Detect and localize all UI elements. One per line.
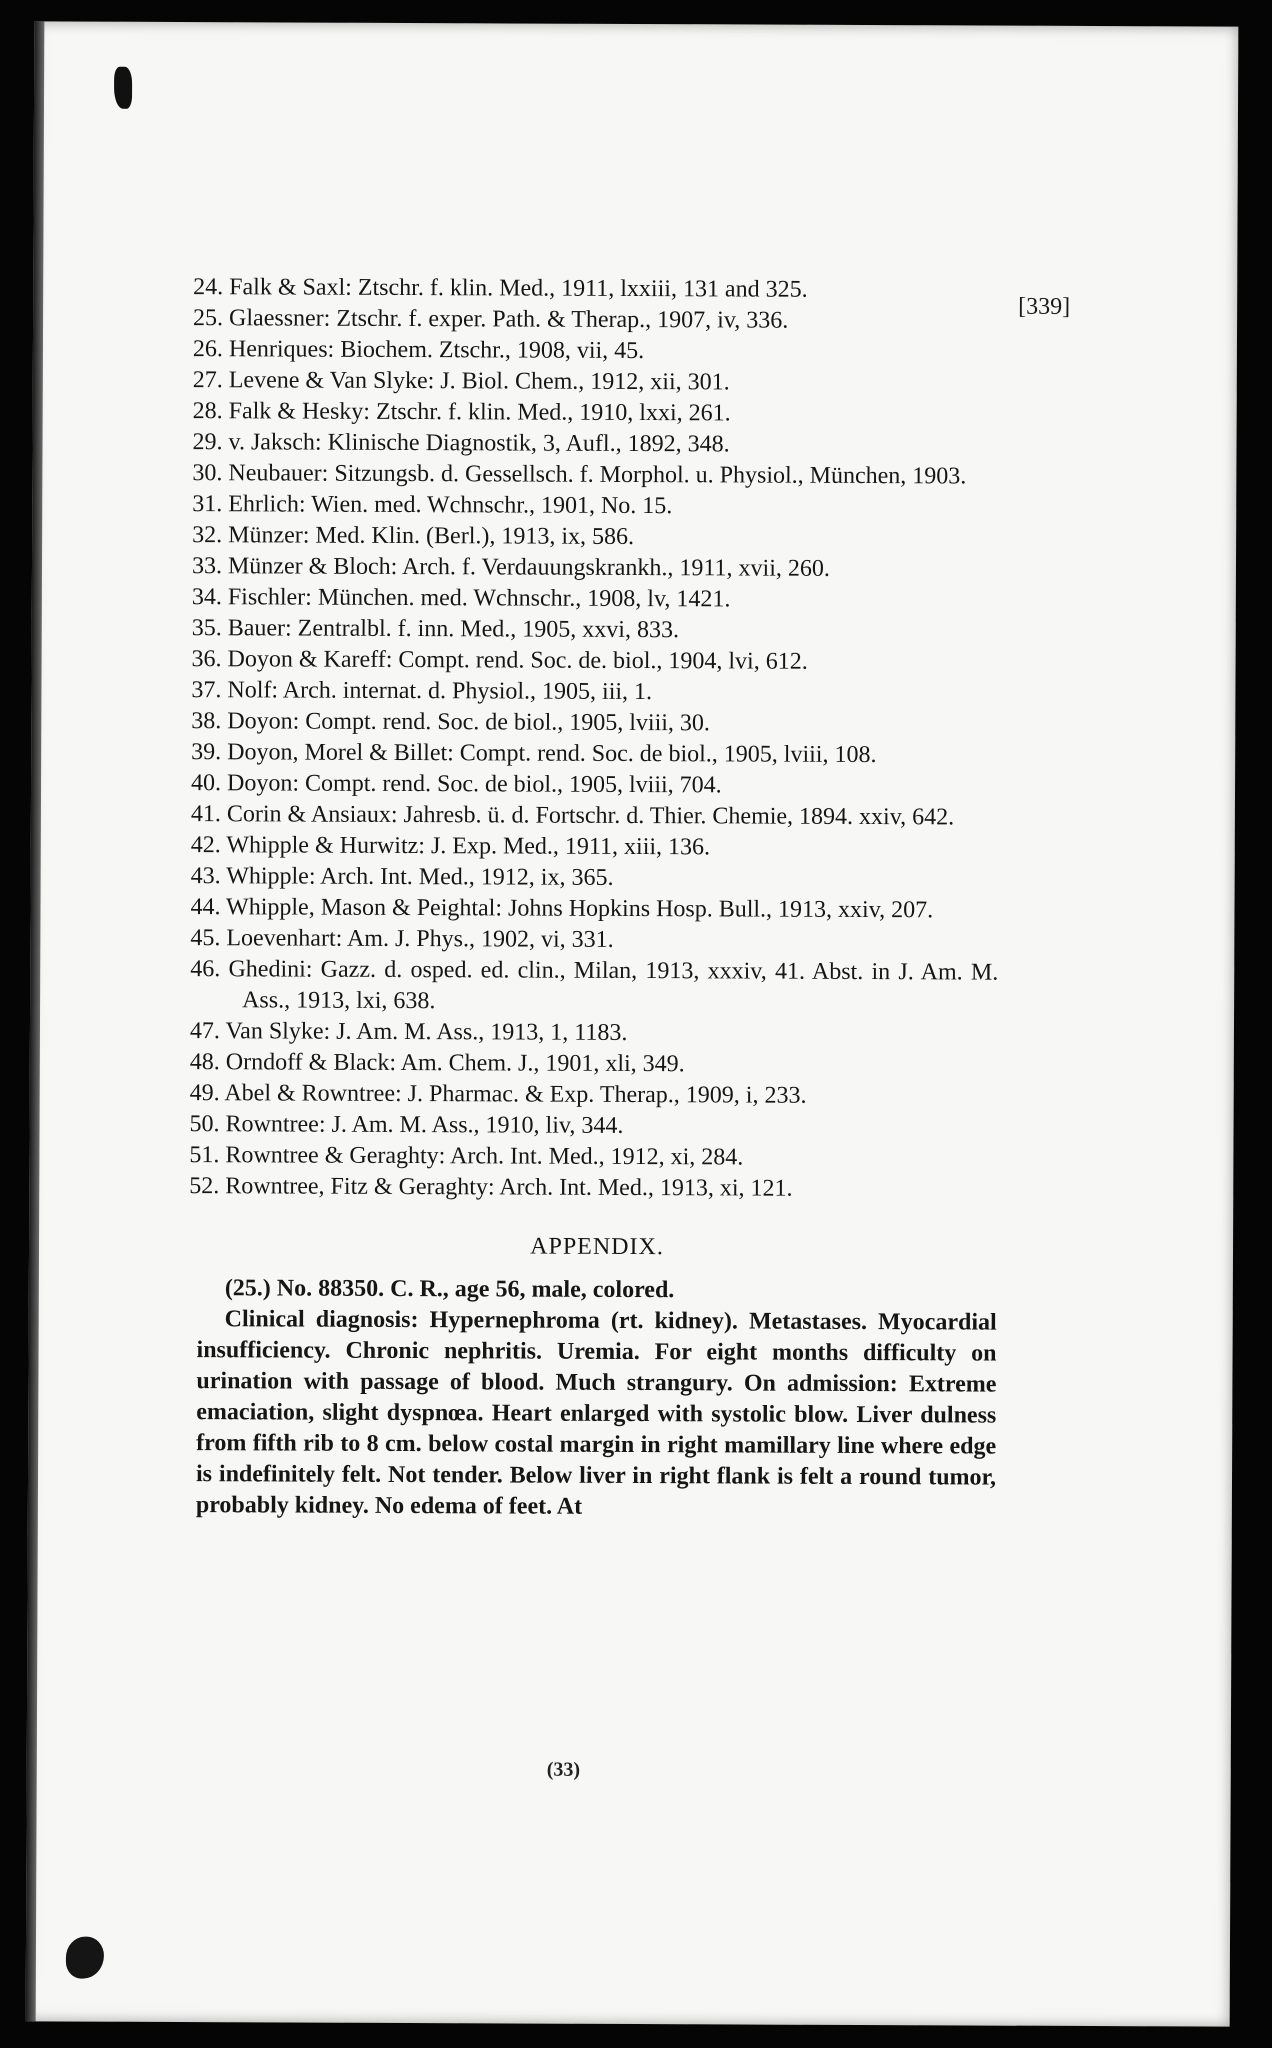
reference-number: 49.	[189, 1080, 220, 1107]
reference-text: v. Jaksch: Klinische Diagnostik, 3, Aufl., 1892, 348.	[228, 429, 730, 458]
reference-item	[192, 520, 1000, 554]
reference-item	[191, 644, 1000, 678]
text-block	[189, 272, 1001, 1524]
margin-page-note: [339]	[1018, 293, 1071, 320]
reference-number: 50.	[189, 1111, 220, 1138]
reference-text: Münzer & Bloch: Arch. f. Verdauungskrankh., 1911, xvii, 260.	[227, 553, 830, 582]
reference-number: 44.	[190, 894, 221, 921]
reference-item	[192, 427, 1000, 461]
reference-number: 25.	[193, 305, 224, 332]
reference-list	[189, 272, 1001, 1205]
reference-text: Orndoff & Black: Am. Chem. J., 1901, xli, 349.	[225, 1049, 685, 1078]
reference-item	[189, 1078, 998, 1112]
reference-text: Glaessner: Ztschr. f. exper. Path. & Therap., 1907, iv, 336.	[229, 305, 789, 334]
reference-item	[190, 954, 999, 1019]
reference-item	[191, 613, 1000, 647]
reference-item	[192, 489, 1000, 523]
reference-text: Van Slyke: J. Am. M. Ass., 1913, 1, 1183.	[225, 1018, 628, 1046]
page-number: (33)	[546, 1758, 581, 1781]
reference-number: 36.	[191, 646, 222, 673]
reference-item	[193, 272, 1001, 306]
reference-text: Nolf: Arch. internat. d. Physiol., 1905, iii, 1.	[227, 677, 653, 706]
appendix-title: APPENDIX.	[530, 1233, 664, 1261]
reference-item	[191, 551, 1000, 585]
reference-number: 43.	[190, 863, 221, 890]
reference-text: Henriques: Biochem. Ztschr., 1908, vii, 45.	[228, 336, 645, 365]
reference-number: 38.	[191, 708, 222, 735]
reference-number: 32.	[192, 522, 223, 549]
reference-number: 31.	[192, 491, 223, 518]
reference-text: Doyon: Compt. rend. Soc. de biol., 1905, lviii, 30.	[227, 708, 711, 737]
reference-text: Doyon & Kareff: Compt. rend. Soc. de. biol., 1904, lvi, 612.	[227, 646, 808, 675]
reference-number: 24.	[193, 274, 224, 301]
reference-item	[189, 1109, 997, 1143]
reference-text: Ghedini: Gazz. d. osped. ed. clin., Milan, 1913, xxxiv, 41. Abst. in J. Am. M. Ass., 1913, lxi, 638.	[228, 956, 999, 1015]
reference-item	[192, 396, 1001, 430]
reference-item	[190, 892, 998, 926]
reference-item	[190, 830, 999, 864]
reference-text: Whipple, Mason & Peightal: Johns Hopkins Hosp. Bull., 1913, xxiv, 207.	[226, 894, 934, 924]
reference-item	[189, 1171, 997, 1205]
reference-number: 28.	[192, 398, 223, 425]
reference-number: 37.	[191, 677, 222, 704]
reference-item	[189, 1047, 998, 1081]
reference-number: 42.	[190, 832, 221, 859]
reference-number: 52.	[189, 1173, 220, 1200]
reference-text: Falk & Saxl: Ztschr. f. klin. Med., 1911, lxxiii, 131 and 325.	[229, 274, 808, 303]
reference-number: 35.	[191, 615, 222, 642]
reference-item	[191, 582, 1000, 616]
reference-text: Doyon, Morel & Billet: Compt. rend. Soc. de biol., 1905, lviii, 108.	[227, 739, 877, 769]
reference-item	[193, 303, 1001, 337]
reference-number: 46.	[190, 956, 221, 983]
reference-number: 30.	[192, 460, 223, 487]
ink-blot-top	[114, 67, 132, 109]
reference-number: 51.	[189, 1142, 220, 1169]
reference-text: Neubauer: Sitzungsb. d. Gessellsch. f. Morphol. u. Physiol., München, 1903.	[228, 460, 967, 490]
reference-number: 26.	[192, 336, 223, 363]
reference-item	[192, 365, 1001, 399]
reference-text: Whipple & Hurwitz: J. Exp. Med., 1911, xiii, 136.	[226, 832, 711, 861]
reference-text: Rowntree & Geraghty: Arch. Int. Med., 1912, xi, 284.	[225, 1142, 744, 1171]
reference-number: 27.	[192, 367, 223, 394]
book-page	[26, 21, 1239, 2026]
reference-item	[190, 768, 999, 802]
reference-item	[190, 799, 999, 833]
appendix-case-line: (25.) No. 88350. C. R., age 56, male, colored.	[224, 1275, 675, 1304]
reference-item	[191, 675, 999, 709]
reference-number: 40.	[190, 770, 222, 797]
reference-text: Bauer: Zentralbl. f. inn. Med., 1905, xxvi, 833.	[227, 615, 680, 644]
reference-text: Rowntree, Fitz & Geraghty: Arch. Int. Med., 1913, xi, 121.	[225, 1173, 793, 1202]
ink-blot-bottom	[66, 1937, 104, 1979]
reference-text: Fischler: München. med. Wchnschr., 1908, lv, 1421.	[227, 584, 731, 613]
reference-text: Levene & Van Slyke: J. Biol. Chem., 1912, xii, 301.	[228, 367, 730, 396]
reference-text: Ehrlich: Wien. med. Wchnschr., 1901, No. 15.	[228, 491, 673, 520]
reference-item	[191, 737, 999, 771]
reference-text: Whipple: Arch. Int. Med., 1912, ix, 365.	[226, 863, 614, 891]
reference-text: Corin & Ansiaux: Jahresb. ü. d. Fortschr. d. Thier. Chemie, 1894. xxiv, 642.	[226, 801, 955, 831]
book-spine	[26, 21, 45, 2021]
reference-number: 29.	[192, 429, 223, 456]
reference-number: 39.	[191, 739, 222, 766]
reference-item	[192, 334, 1001, 368]
reference-item	[191, 706, 999, 740]
reference-number: 45.	[190, 925, 221, 952]
reference-item	[189, 1140, 997, 1174]
reference-item	[190, 923, 998, 957]
reference-item	[189, 1016, 998, 1050]
reference-text: Abel & Rowntree: J. Pharmac. & Exp. Therap., 1909, i, 233.	[224, 1080, 807, 1109]
reference-item	[192, 458, 1000, 492]
reference-number: 33.	[191, 553, 223, 580]
reference-item	[190, 861, 999, 895]
reference-number: 34.	[191, 584, 222, 611]
reference-number: 41.	[190, 801, 221, 828]
appendix-body: Clinical diagnosis: Hypernephroma (rt. kidney). Metastases. Myocardial insufficiency. Chronic nephritis. Uremia. For eight months difficulty on urination with passage of blood. Much strangury. On admission: Extreme emaciation, slight dyspnœa. Heart enlarged with systolic blow. Liver dulness from fifth rib to 8 cm. below costal margin in right mamillary line where edge is indefinitely felt. Not tender. Below liver in right flank is felt a round tumor, probably kidney. No edema of feet. At	[195, 1306, 997, 1520]
reference-text: Loevenhart: Am. J. Phys., 1902, vi, 331.	[226, 925, 614, 953]
reference-text: Falk & Hesky: Ztschr. f. klin. Med., 1910, lxxi, 261.	[228, 398, 731, 427]
reference-text: Doyon: Compt. rend. Soc. de biol., 1905, lviii, 704.	[226, 770, 722, 799]
reference-text: Münzer: Med. Klin. (Berl.), 1913, ix, 586.	[228, 522, 635, 551]
reference-number: 47.	[189, 1018, 221, 1045]
reference-number: 48.	[189, 1049, 220, 1076]
reference-text: Rowntree: J. Am. M. Ass., 1910, liv, 344.	[225, 1111, 624, 1139]
